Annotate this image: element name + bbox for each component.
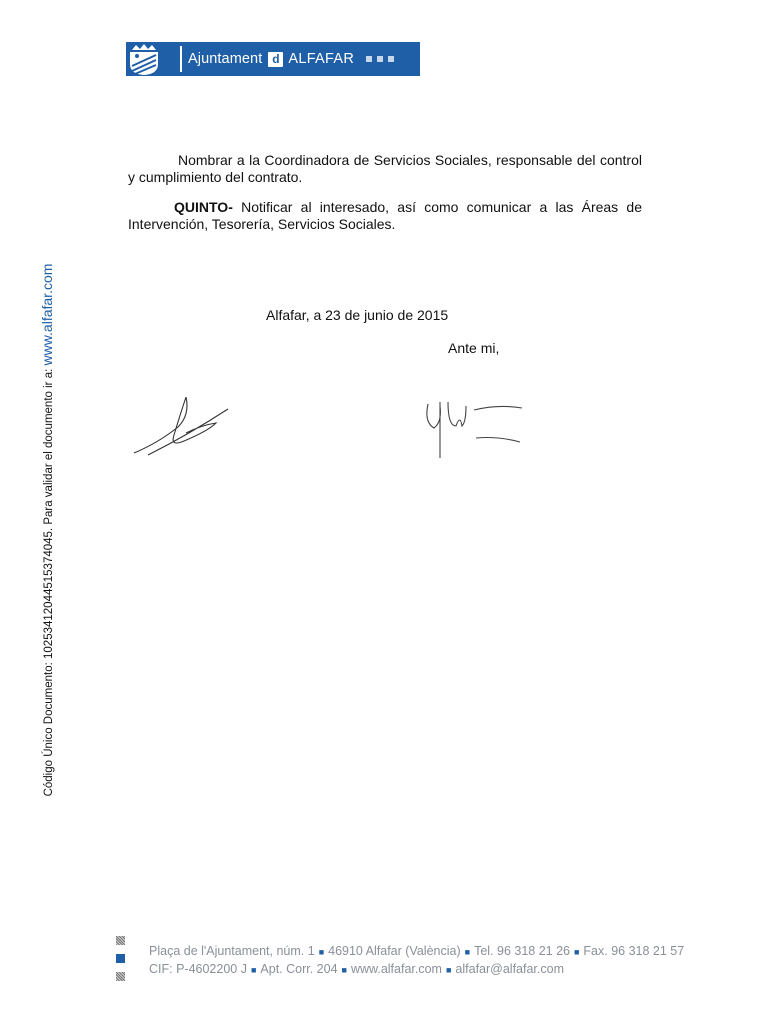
paragraph-coordinator: Nombrar a la Coordinadora de Servicios Sociales, responsable del control y cumplimiento del contrato. — [128, 152, 642, 185]
footer-line-1: Plaça de l'Ajuntament, núm. 1 ■ 46910 Alfafar (València) ■ Tel. 96 318 21 26 ■ Fax. 96 318 21 57 — [149, 944, 685, 958]
footer-line-2: CIF: P-4602200 J ■ Apt. Corr. 204 ■ www.alfafar.com ■ alfafar@alfafar.com — [149, 962, 564, 976]
logo-prefix: Ajuntament — [188, 51, 263, 67]
footer-email-link[interactable]: alfafar@alfafar.com — [455, 962, 564, 976]
date-line: Alfafar, a 23 de junio de 2015 — [266, 307, 449, 323]
footer-address — [149, 943, 684, 979]
signature-right — [418, 392, 530, 464]
validation-link[interactable]: www.alfafar.com — [39, 263, 55, 366]
logo-divider — [180, 46, 182, 72]
paragraph-quinto-label: QUINTO- — [174, 199, 233, 215]
footer-website-link[interactable]: www.alfafar.com — [350, 962, 442, 976]
signature-left — [128, 385, 238, 465]
footer-squares — [116, 936, 126, 990]
paragraph-quinto-text: Notificar al interesado, así como comunicar a las Áreas de Intervención, Tesorería, Servicios Sociales. — [128, 199, 642, 232]
logo-name: ALFAFAR — [288, 51, 355, 67]
logo-dots — [366, 56, 394, 62]
shield-crest-icon — [126, 42, 178, 76]
logo-mark: d — [268, 52, 283, 67]
validation-text: Código Único Documento: 10253412044515374045. Para validar el documento ir a: — [43, 365, 55, 797]
header-logo — [126, 42, 420, 76]
ante-mi: Ante mi, — [448, 340, 500, 356]
paragraph-quinto — [128, 199, 642, 233]
